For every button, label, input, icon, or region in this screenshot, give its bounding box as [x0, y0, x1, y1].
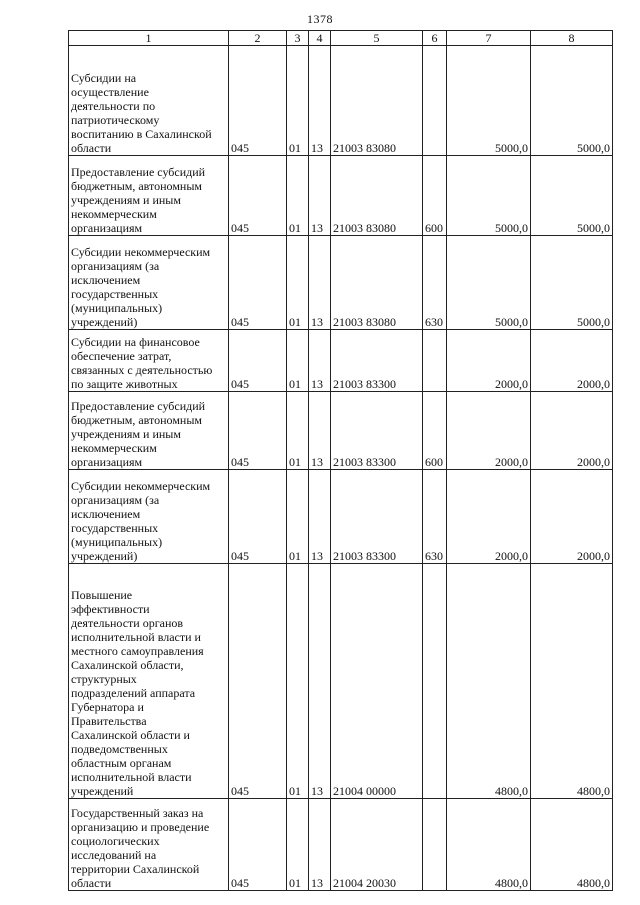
target-code: 21003 83300 [331, 392, 423, 470]
table-row [69, 799, 613, 891]
amount-col7: 2000,0 [447, 470, 531, 564]
target-code: 21003 83080 [331, 236, 423, 330]
header-cell: 7 [447, 31, 531, 46]
budget-table [68, 30, 613, 891]
table-row [69, 46, 613, 156]
ministry-code: 045 [229, 156, 287, 236]
expense-type-code: 630 [423, 236, 447, 330]
amount-col7: 5000,0 [447, 236, 531, 330]
amount-col8: 5000,0 [531, 46, 613, 156]
target-code: 21003 83080 [331, 156, 423, 236]
section-code: 01 [287, 330, 309, 392]
row-name: Повышение эффективности деятельности органов исполнительной власти и местного самоуправления Сахалинской области, структурных подразделений аппарата Губернатора и Правительства Сахалинской области и подведомственных областным органам исполнительной власти учреждений [69, 564, 229, 799]
target-code: 21003 83080 [331, 46, 423, 156]
header-cell: 6 [423, 31, 447, 46]
amount-col7: 2000,0 [447, 330, 531, 392]
target-code: 21003 83300 [331, 330, 423, 392]
section-code: 01 [287, 236, 309, 330]
subsection-code: 13 [309, 392, 331, 470]
row-name: Субсидии некоммерческим организациям (за исключением государственных (муниципальных) учреждений) [69, 236, 229, 330]
row-name: Предоставление субсидий бюджетным, автономным учреждениям и иным некоммерческим организациям [69, 392, 229, 470]
section-code: 01 [287, 470, 309, 564]
expense-type-code [423, 330, 447, 392]
ministry-code: 045 [229, 799, 287, 891]
ministry-code: 045 [229, 236, 287, 330]
subsection-code: 13 [309, 156, 331, 236]
expense-type-code [423, 46, 447, 156]
table-row [69, 564, 613, 799]
header-cell: 8 [531, 31, 613, 46]
table-row [69, 156, 613, 236]
amount-col7: 5000,0 [447, 156, 531, 236]
amount-col7: 2000,0 [447, 392, 531, 470]
amount-col8: 5000,0 [531, 156, 613, 236]
ministry-code: 045 [229, 46, 287, 156]
header-row [69, 31, 613, 46]
expense-type-code: 630 [423, 470, 447, 564]
expense-type-code [423, 799, 447, 891]
amount-col8: 2000,0 [531, 392, 613, 470]
row-name: Государственный заказ на организацию и проведение социологических исследований на территории Сахалинской области [69, 799, 229, 891]
expense-type-code: 600 [423, 156, 447, 236]
row-name: Субсидии на осуществление деятельности по патриотическому воспитанию в Сахалинской области [69, 46, 229, 156]
table-row [69, 470, 613, 564]
target-code: 21004 00000 [331, 564, 423, 799]
ministry-code: 045 [229, 470, 287, 564]
ministry-code: 045 [229, 330, 287, 392]
row-name: Субсидии на финансовое обеспечение затрат, связанных с деятельностью по защите животных [69, 330, 229, 392]
section-code: 01 [287, 799, 309, 891]
amount-col7: 5000,0 [447, 46, 531, 156]
header-cell: 1 [69, 31, 229, 46]
header-cell: 5 [331, 31, 423, 46]
amount-col8: 5000,0 [531, 236, 613, 330]
section-code: 01 [287, 392, 309, 470]
amount-col8: 4800,0 [531, 564, 613, 799]
ministry-code: 045 [229, 564, 287, 799]
subsection-code: 13 [309, 236, 331, 330]
section-code: 01 [287, 156, 309, 236]
amount-col8: 2000,0 [531, 330, 613, 392]
section-code: 01 [287, 46, 309, 156]
expense-type-code [423, 564, 447, 799]
expense-type-code: 600 [423, 392, 447, 470]
page-number: 1378 [307, 12, 333, 26]
amount-col7: 4800,0 [447, 799, 531, 891]
subsection-code: 13 [309, 330, 331, 392]
ministry-code: 045 [229, 392, 287, 470]
amount-col8: 2000,0 [531, 470, 613, 564]
header-cell: 3 [287, 31, 309, 46]
target-code: 21003 83300 [331, 470, 423, 564]
header-cell: 4 [309, 31, 331, 46]
table-row [69, 236, 613, 330]
subsection-code: 13 [309, 470, 331, 564]
row-name: Субсидии некоммерческим организациям (за исключением государственных (муниципальных) учреждений) [69, 470, 229, 564]
target-code: 21004 20030 [331, 799, 423, 891]
subsection-code: 13 [309, 564, 331, 799]
table-row [69, 392, 613, 470]
header-cell: 2 [229, 31, 287, 46]
table-row [69, 330, 613, 392]
amount-col7: 4800,0 [447, 564, 531, 799]
section-code: 01 [287, 564, 309, 799]
subsection-code: 13 [309, 46, 331, 156]
subsection-code: 13 [309, 799, 331, 891]
amount-col8: 4800,0 [531, 799, 613, 891]
row-name: Предоставление субсидий бюджетным, автономным учреждениям и иным некоммерческим организациям [69, 156, 229, 236]
